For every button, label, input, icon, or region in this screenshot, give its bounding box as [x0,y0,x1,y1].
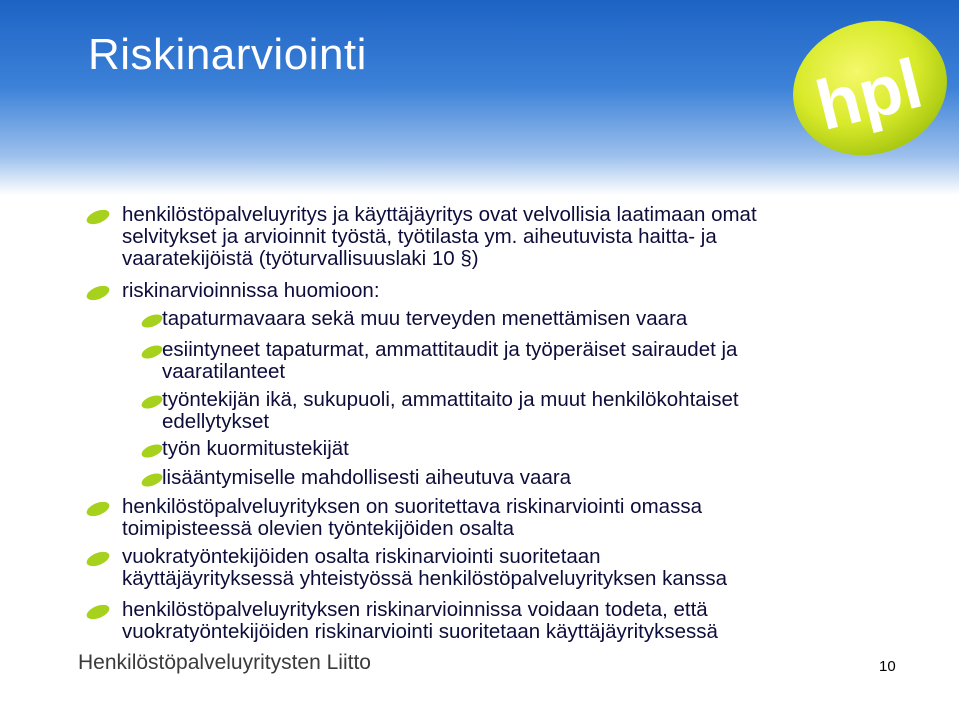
bullet-line: vaaratilanteet [162,360,286,383]
footer-brand: Henkilöstöpalveluyritysten Liitto [78,651,371,674]
bullet-line: lisääntymiselle mahdollisesti aiheutuva vaara [162,466,572,489]
bullet-line: tapaturmavaara sekä muu terveyden menettämisen vaara [162,307,688,330]
bullet-marker-icon [84,550,112,568]
sub-bullet-item [162,339,842,383]
sub-bullet-item [162,467,842,489]
sub-bullet-item [162,308,842,330]
bullet-item [122,599,842,643]
bullet-marker-icon [84,284,112,302]
bullet-line: esiintyneet tapaturmat, ammattitaudit ja työperäiset sairaudet ja [162,338,738,361]
bullet-line: vuokratyöntekijöiden riskinarviointi suoritetaan käyttäjäyrityksessä [122,620,718,643]
logo-text: hpl [808,43,930,145]
bullet-item [122,204,842,270]
bullet-line: riskinarvioinnissa huomioon: [122,279,380,302]
bullet-marker-icon [84,208,112,226]
bullet-line: vuokratyöntekijöiden osalta riskinarviointi suoritetaan [122,545,601,568]
bullet-line: käyttäjäyrityksessä yhteistyössä henkilöstöpalveluyrityksen kanssa [122,567,728,590]
bullet-line: selvitykset ja arvioinnit työstä, työtilasta ym. aiheutuvista haitta- ja [122,225,717,248]
bullet-line: työntekijän ikä, sukupuoli, ammattitaito ja muut henkilökohtaiset [162,388,739,411]
bullet-line: edellytykset [162,410,270,433]
page-number: 10 [879,658,896,675]
bullet-item [122,546,842,590]
bullet-item [122,496,842,540]
bullet-line: työn kuormitustekijät [162,437,349,460]
slide-header [0,0,959,195]
bullet-line: toimipisteessä olevien työntekijöiden osalta [122,517,515,540]
bullet-marker-icon [84,603,112,621]
bullet-line: henkilöstöpalveluyritys ja käyttäjäyritys ovat velvollisia laatimaan omat [122,203,757,226]
bullet-line: henkilöstöpalveluyrityksen on suoritettava riskinarviointi omassa [122,495,702,518]
sub-bullet-item [162,438,842,460]
bullet-line: henkilöstöpalveluyrityksen riskinarvioinnissa voidaan todeta, että [122,598,708,621]
sub-bullet-item [162,389,842,433]
bullet-line: vaaratekijöistä (työturvallisuuslaki 10 §) [122,247,479,270]
bullet-marker-icon [84,500,112,518]
slide-title: Riskinarviointi [88,30,367,79]
bullet-item [122,280,842,302]
hpl-logo [785,10,955,160]
